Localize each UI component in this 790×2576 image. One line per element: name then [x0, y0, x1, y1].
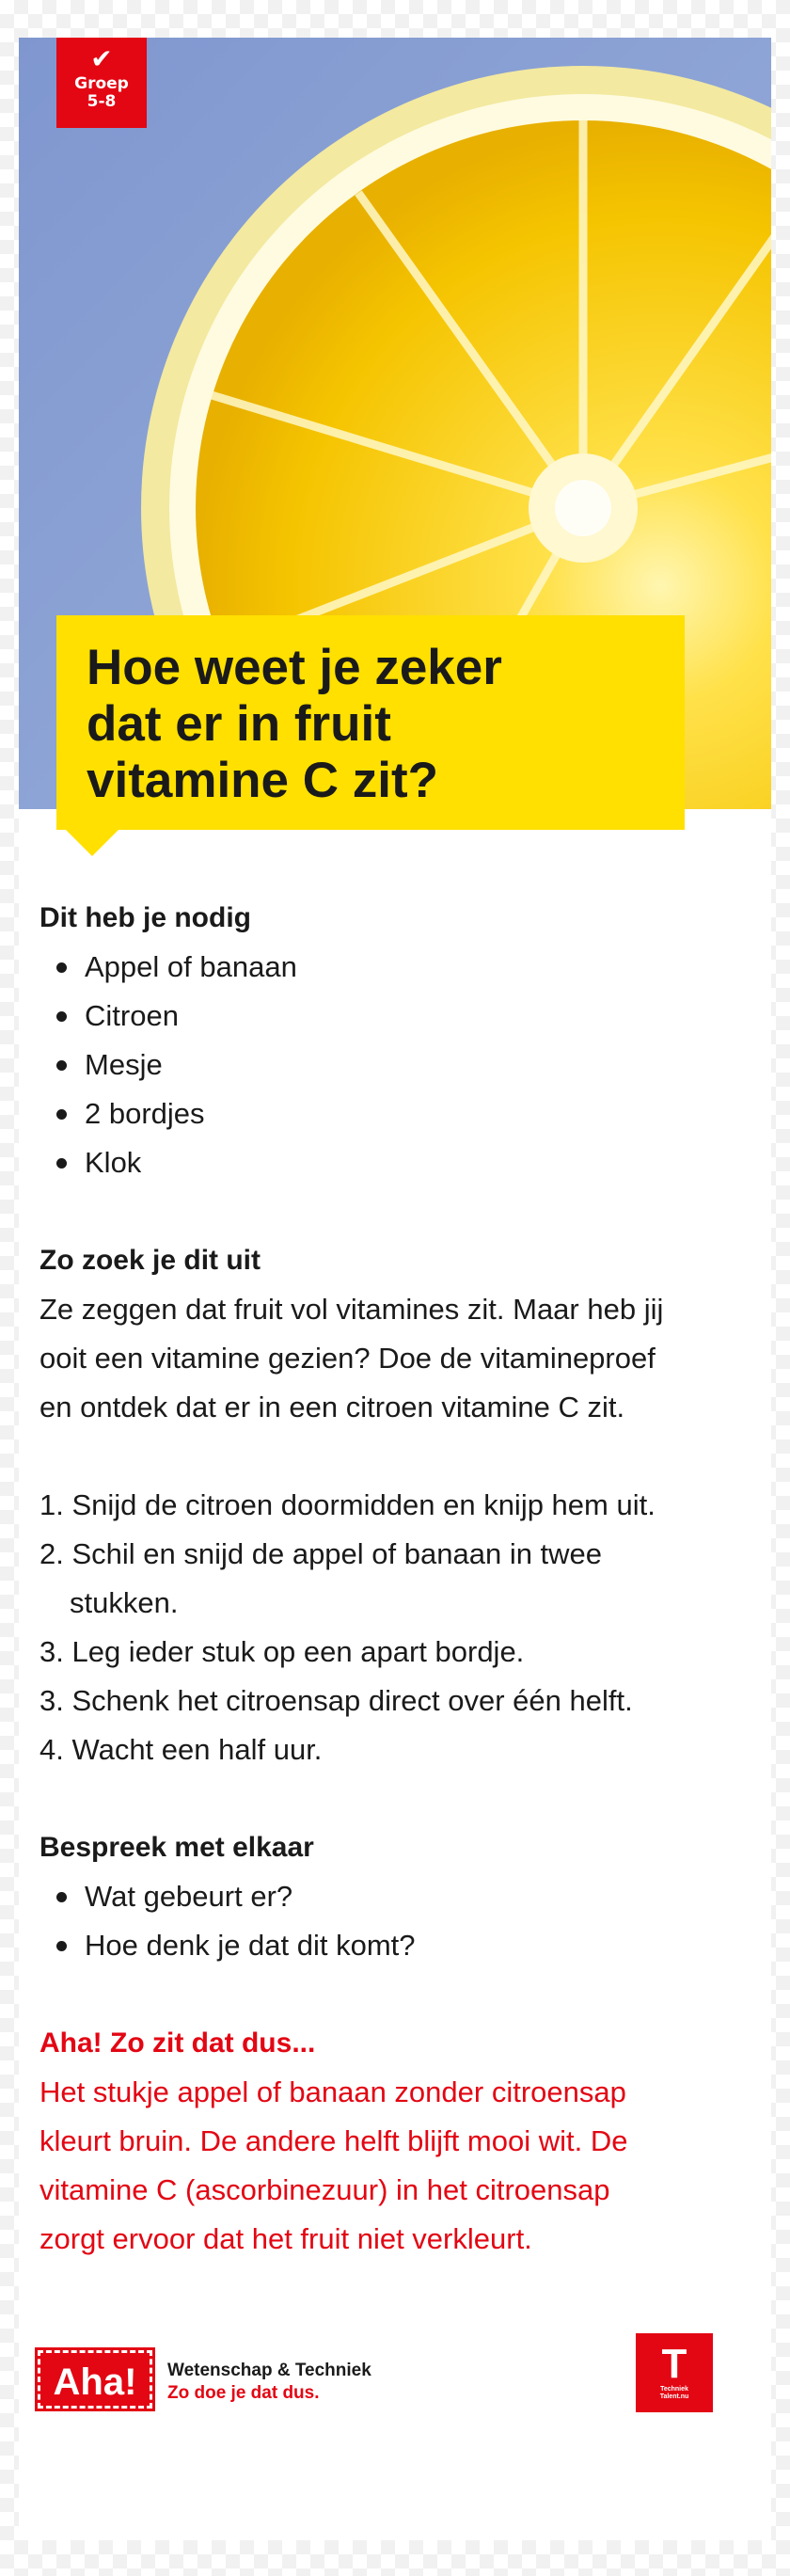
brand-line-2: Zo doe je dat dus.	[167, 2383, 320, 2403]
tt-logo-text-2: Talent.nu	[659, 2393, 689, 2400]
discuss-item: Hoe denk je dat dit komt?	[56, 1921, 717, 1970]
spacer	[40, 1187, 717, 1236]
aha-line: Het stukje appel of banaan zonder citroensap	[40, 2075, 626, 2108]
title-line-3: vitamine C zit?	[87, 753, 439, 808]
needs-list	[40, 943, 717, 1187]
research-intro-line: ooit een vitamine gezien? Doe de vitamineproef	[40, 1342, 656, 1375]
research-intro-line: en ontdek dat er in een citroen vitamine C zit.	[40, 1391, 625, 1423]
spacer	[40, 1432, 717, 1481]
checkmark-icon: ✔	[90, 43, 113, 74]
needs-item: Klok	[56, 1138, 717, 1187]
brand-line-1: Wetenschap & Techniek	[167, 2361, 371, 2380]
aha-heading: Aha! Zo zit dat dus...	[40, 2027, 316, 2059]
needs-heading: Dit heb je nodig	[40, 902, 251, 933]
needs-item: Citroen	[56, 992, 717, 1041]
needs-item: Mesje	[56, 1041, 717, 1089]
research-intro-line: Ze zeggen dat fruit vol vitamines zit. Maar heb jij	[40, 1293, 664, 1326]
title-line-1: Hoe weet je zeker	[87, 640, 502, 695]
step-item: 4. Wacht een half uur.	[40, 1733, 323, 1766]
research-heading: Zo zoek je dit uit	[40, 1245, 261, 1276]
footer	[38, 2333, 715, 2427]
badge-line-2: 5-8	[87, 92, 117, 111]
spacer	[40, 1970, 717, 2019]
title-line-2: dat er in fruit	[87, 696, 391, 752]
aha-line: vitamine C (ascorbinezuur) in het citroensap	[40, 2173, 610, 2206]
brand-text	[167, 2360, 371, 2405]
aha-line: kleurt bruin. De andere helft blijft mooi wit. De	[40, 2124, 628, 2157]
needs-item: Appel of banaan	[56, 943, 717, 992]
steps-list	[40, 1481, 717, 1774]
aha-line: zorgt ervoor dat het fruit niet verkleurt.	[40, 2222, 532, 2255]
group-badge	[56, 38, 147, 128]
discuss-list	[40, 1872, 717, 1970]
discuss-item: Wat gebeurt er?	[56, 1872, 717, 1921]
title-box	[56, 615, 685, 830]
step-item: 3. Leg ieder stuk op een apart bordje.	[40, 1635, 525, 1668]
discuss-heading: Bespreek met elkaar	[40, 1832, 314, 1863]
aha-logo: Aha!	[38, 2350, 152, 2409]
needs-item: 2 bordjes	[56, 1089, 717, 1138]
content	[40, 894, 717, 2264]
tt-logo-text-1: Techniek	[660, 2386, 688, 2393]
techniek-talent-logo	[636, 2333, 713, 2412]
step-item: 2. Schil en snijd de appel of banaan in twee stukken.	[40, 1537, 603, 1619]
tt-logo-letter: T	[661, 2341, 687, 2387]
spacer	[40, 1774, 717, 1823]
badge-line-1: Groep	[74, 74, 129, 93]
page-title	[87, 640, 685, 809]
step-item: 1. Snijd de citroen doormidden en knijp hem uit.	[40, 1488, 656, 1521]
step-item: 3. Schenk het citroensap direct over één helft.	[40, 1684, 633, 1717]
